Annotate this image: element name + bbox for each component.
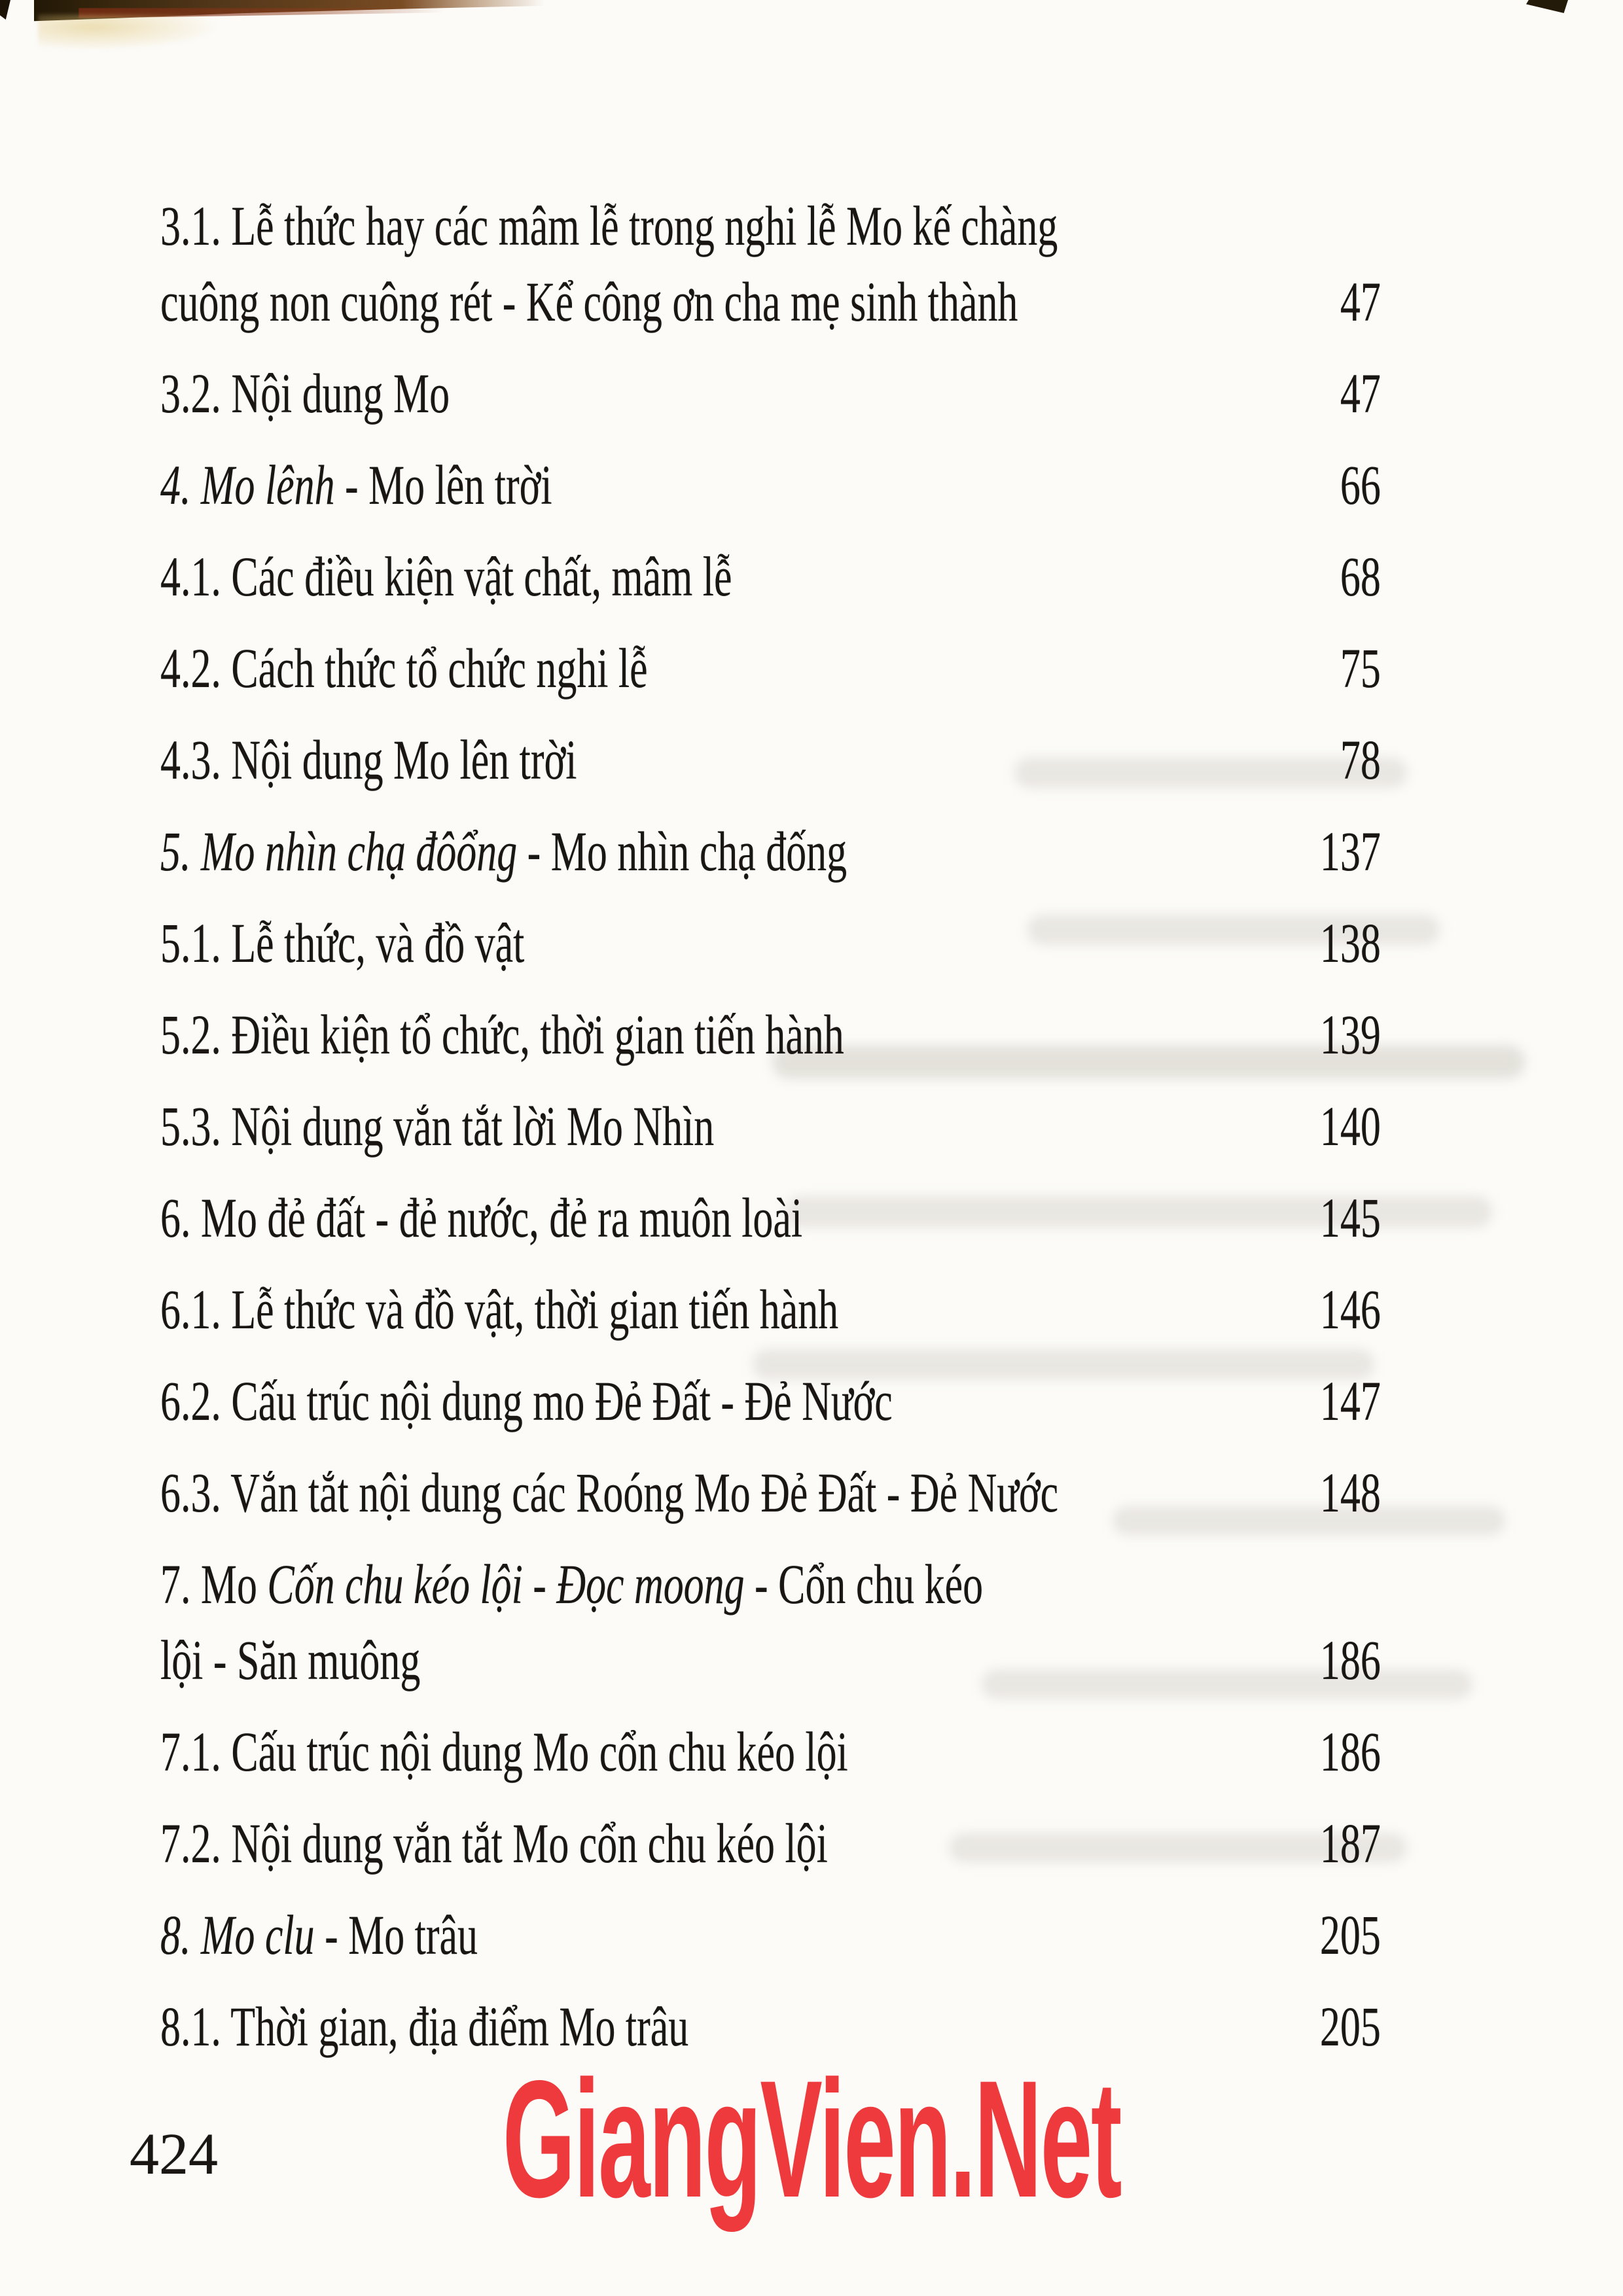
toc-entry-title: 4.1. Các điều kiện vật chất, mâm lễ: [160, 545, 732, 608]
toc-entry-page-number: 137: [1319, 820, 1381, 883]
toc-entry-title: 4.3. Nội dung Mo lên trời: [160, 728, 577, 791]
toc-entry: [160, 1088, 1381, 1164]
scan-edge-cream-patch: [38, 14, 221, 51]
toc-entry-title: 7.1. Cấu trúc nội dung Mo cổn chu kéo lội: [160, 1720, 848, 1783]
watermark-text: GiangVien.Net: [503, 2046, 1121, 2233]
toc-entry: [160, 905, 1381, 981]
toc-entry: [160, 355, 1381, 431]
toc-entry-page-number: 140: [1319, 1095, 1381, 1157]
toc-entry-page-number: 66: [1340, 453, 1381, 516]
toc-entry: [160, 1363, 1381, 1439]
toc-entry-page-number: 145: [1319, 1186, 1381, 1249]
scan-edge-top-right-corner: [1526, 0, 1568, 13]
toc-entry-title: 5.1. Lễ thức, và đồ vật: [160, 911, 525, 974]
toc-entry-page-number: 138: [1319, 911, 1381, 974]
toc-entry-page-number: 78: [1340, 728, 1381, 791]
toc-entry-page-number: 148: [1319, 1461, 1381, 1524]
toc-entry: [160, 997, 1381, 1072]
toc-entry-page-number: 147: [1319, 1369, 1381, 1432]
toc-entry: [160, 539, 1381, 614]
toc-entry: [160, 1455, 1381, 1530]
toc-entry-title: 3.1. Lễ thức hay các mâm lễ trong nghi lễ Mo kế chàng cuông non cuông rét - Kể công ơn cha mẹ sinh thành: [160, 194, 1058, 333]
toc-entry-title: 8. Mo clu - Mo trâu: [160, 1903, 478, 1966]
toc-entry: [160, 1546, 1381, 1698]
toc-entry: [160, 1805, 1381, 1881]
toc-entry-page-number: 139: [1319, 1003, 1381, 1066]
toc-entry-title: 8.1. Thời gian, địa điểm Mo trâu: [160, 1995, 689, 2058]
toc-entry: [160, 1271, 1381, 1347]
toc-entry-title: 6.2. Cấu trúc nội dung mo Đẻ Đất - Đẻ Nước: [160, 1369, 893, 1432]
toc-entry-title: 6.1. Lễ thức và đồ vật, thời gian tiến hành: [160, 1278, 839, 1341]
toc-entry-title: 5.3. Nội dung vắn tắt lời Mo Nhìn: [160, 1095, 715, 1157]
toc-entry-page-number: 205: [1319, 1903, 1381, 1966]
toc-entry-page-number: 205: [1319, 1995, 1381, 2058]
toc-entry-title: 7.2. Nội dung vắn tắt Mo cổn chu kéo lội: [160, 1812, 828, 1875]
toc-entry: [160, 722, 1381, 798]
toc-entry-title: 4.2. Cách thức tổ chức nghi lễ: [160, 637, 648, 699]
toc-entry: [160, 1897, 1381, 1973]
toc-entry: [160, 630, 1381, 706]
toc-entry-page-number: 187: [1319, 1812, 1381, 1875]
toc-entry-title: 3.2. Nội dung Mo: [160, 362, 450, 425]
toc-entry-title: 6. Mo đẻ đất - đẻ nước, đẻ ra muôn loài: [160, 1186, 803, 1249]
toc-entry-page-number: 68: [1340, 545, 1381, 608]
toc-entry: [160, 188, 1381, 340]
toc-entry: [160, 1180, 1381, 1256]
folio-page-number: 424: [130, 2122, 218, 2187]
toc-entry-page-number: 186: [1319, 1629, 1381, 1691]
toc-entry: [160, 1714, 1381, 1790]
toc-entry-page-number: 47: [1340, 362, 1381, 425]
toc-entry-title: 5.2. Điều kiện tổ chức, thời gian tiến hành: [160, 1003, 844, 1066]
toc-entry: [160, 813, 1381, 889]
toc-entry-title: 5. Mo nhìn chạ đôổng - Mo nhìn chạ đống: [160, 820, 847, 883]
toc-entry-title: 4. Mo lênh - Mo lên trời: [160, 453, 552, 516]
toc-entry-page-number: 75: [1340, 637, 1381, 699]
toc-entry-page-number: 146: [1319, 1278, 1381, 1341]
table-of-contents: [160, 188, 1381, 2080]
toc-entry-title: 7. Mo Cốn chu kéo lội - Đọc moong - Cổn chu kéo lội - Săn muông: [160, 1553, 984, 1691]
toc-entry-page-number: 47: [1340, 270, 1381, 333]
scan-edge-top-left-corner: [0, 0, 10, 20]
toc-entry-page-number: 186: [1319, 1720, 1381, 1783]
toc-entry: [160, 447, 1381, 523]
toc-entry-title: 6.3. Vắn tắt nội dung các Roóng Mo Đẻ Đất - Đẻ Nước: [160, 1461, 1059, 1524]
